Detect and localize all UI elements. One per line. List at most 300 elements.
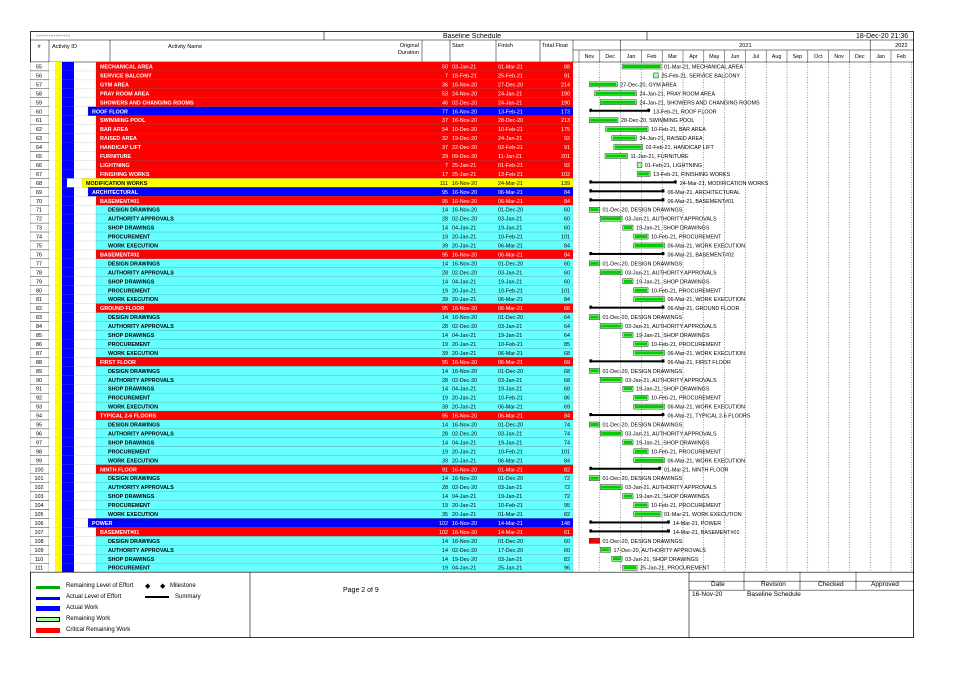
activity-total-float: 68 <box>564 350 570 357</box>
row-number: 107 <box>34 529 44 536</box>
activity-start: 20-Jan-21 <box>452 297 477 304</box>
timeline-month: Oct <box>814 54 823 60</box>
wbs-band-yellow <box>55 366 62 375</box>
activity-total-float: 91 <box>564 73 570 80</box>
activity-total-float: 82 <box>564 467 570 474</box>
bar-label: 01-Mar-21, WORK EXECUTION <box>664 512 742 518</box>
activity-start: 20-Jan-21 <box>452 243 477 250</box>
row-number: 71 <box>36 207 42 214</box>
activity-bar-progress <box>601 101 635 104</box>
row-number: 79 <box>36 279 42 286</box>
activity-name: MODIFICATION WORKS <box>86 180 148 187</box>
wbs-band-blue-2 <box>67 348 74 357</box>
activity-name: DESIGN DRAWINGS <box>108 207 160 214</box>
wbs-band-yellow <box>55 241 62 250</box>
activity-duration: 19 <box>442 449 448 456</box>
activity-finish: 06-Mar-21 <box>498 198 523 205</box>
activity-start: 20-Jan-21 <box>452 350 477 357</box>
activity-start: 16-Nov-20 <box>452 252 478 259</box>
legend-remaining-work: Remaining Work <box>66 616 111 622</box>
activity-total-float: 92 <box>564 136 570 143</box>
activity-bar-progress <box>635 459 664 462</box>
activity-name: SHOP DRAWINGS <box>108 333 155 339</box>
activity-name: SHOWERS AND CHANGING ROOMS <box>100 100 194 107</box>
activity-duration: 19 <box>442 503 448 510</box>
activity-duration: 14 <box>442 547 448 554</box>
activity-name: BASEMENT#01 <box>100 198 140 205</box>
activity-name: AUTHORITY APPROVALS <box>108 485 174 492</box>
milestone-icon: ◆ <box>160 583 166 590</box>
activity-total-float: 60 <box>564 538 570 545</box>
activity-total-float: 201 <box>561 154 570 160</box>
activity-finish: 03-Jan-21 <box>498 556 523 563</box>
wbs-band <box>49 420 55 429</box>
activity-bar-progress <box>590 208 598 211</box>
activity-finish: 13-Feb-21 <box>498 109 523 116</box>
activity-name: SERVICE BALCONY <box>100 73 152 80</box>
wbs-band <box>49 429 55 438</box>
timeline-month: Nov <box>584 54 595 60</box>
row-number: 96 <box>36 431 42 438</box>
wbs-band <box>49 501 55 510</box>
row-number: 76 <box>36 252 42 259</box>
activity-finish: 01-Feb-21 <box>498 162 523 169</box>
activity-duration: 28 <box>442 485 448 492</box>
activity-duration: 39 <box>442 243 448 250</box>
activity-bar-progress <box>601 548 609 551</box>
milestone-icon: ◆ <box>145 583 151 590</box>
wbs-band-blue-2 <box>67 501 74 510</box>
wbs-band <box>49 169 55 178</box>
wbs-band-blue <box>62 348 67 357</box>
activity-name: WORK EXECUTION <box>108 458 159 465</box>
wbs-band-blue <box>62 295 67 304</box>
activity-name: DESIGN DRAWINGS <box>108 368 160 375</box>
wbs-band-blue-2 <box>67 62 74 71</box>
row-number: 73 <box>36 225 42 232</box>
row-number: 100 <box>34 467 44 474</box>
activity-start: 04-Jan-21 <box>452 440 477 447</box>
wbs-band <box>49 563 55 572</box>
activity-duration: 39 <box>442 297 448 304</box>
activity-duration: 95 <box>442 198 448 205</box>
activity-start: 16-Nov-20 <box>452 315 478 322</box>
bar-label: 17-Dec-20, AUTHORITY APPROVALS <box>613 547 706 554</box>
wbs-band-blue <box>62 545 67 554</box>
activity-start: 16-Nov-20 <box>452 368 478 375</box>
activity-name: PROCUREMENT <box>108 288 151 295</box>
wbs-band-blue-2 <box>67 286 74 295</box>
wbs-band <box>49 304 55 313</box>
activity-bar-progress <box>635 298 664 301</box>
activity-finish: 27-Dec-20 <box>498 82 524 89</box>
wbs-band-blue <box>62 420 67 429</box>
bar-label: 06-Mar-21, GROUND FLOOR <box>667 306 740 313</box>
activity-finish: 19-Jan-21 <box>498 279 523 286</box>
activity-bar-progress <box>624 495 632 498</box>
footer-revision-header: Revision <box>761 581 786 588</box>
activity-start: 16-Nov-20 <box>452 180 478 187</box>
activity-finish: 19-Jan-21 <box>498 225 523 232</box>
activity-name: LIGHTNING <box>100 162 130 169</box>
activity-start: 20-Jan-21 <box>452 288 477 295</box>
activity-finish: 01-Mar-21 <box>498 64 523 71</box>
activity-duration: 32 <box>442 136 448 143</box>
activity-total-float: 88 <box>564 64 570 71</box>
bar-label: 10-Feb-21, PROCUREMENT <box>651 449 722 456</box>
bar-label: 24-Jan-21, RAISED AREA <box>639 136 703 143</box>
activity-finish: 06-Mar-21 <box>498 306 523 313</box>
wbs-band <box>49 98 55 107</box>
bar-label: 10-Feb-21, PROCUREMENT <box>651 395 722 402</box>
activity-total-float: 72 <box>564 476 570 483</box>
wbs-band <box>49 295 55 304</box>
wbs-band <box>49 339 55 348</box>
activity-start: 16-Nov-20 <box>452 82 478 89</box>
activity-start: 16-Nov-20 <box>452 207 478 214</box>
wbs-band <box>49 492 55 501</box>
summary-bar <box>589 181 677 183</box>
row-number: 104 <box>34 503 44 510</box>
activity-finish: 03-Jan-21 <box>498 431 523 438</box>
wbs-band-blue <box>62 205 67 214</box>
activity-bar-progress <box>590 423 598 426</box>
timeline-month: Dec <box>855 54 865 60</box>
wbs-band-blue-2 <box>67 357 74 366</box>
activity-finish: 06-Mar-21 <box>498 189 523 196</box>
activity-total-float: 84 <box>564 252 570 259</box>
row-number: 102 <box>34 485 44 492</box>
summary-bar <box>589 360 664 362</box>
activity-bar-progress <box>624 226 632 229</box>
wbs-band-blue-2 <box>67 366 74 375</box>
activity-name: SHOP DRAWINGS <box>108 279 155 286</box>
wbs-band-blue-2 <box>67 98 74 107</box>
wbs-band <box>49 152 55 161</box>
legend-swatch-actual-loe <box>36 597 60 600</box>
activity-total-float: 74 <box>564 422 570 429</box>
row-number: 82 <box>36 306 42 313</box>
timeline-month: Aug <box>771 54 782 60</box>
wbs-band-blue-2 <box>67 295 74 304</box>
wbs-band-blue-2 <box>67 152 74 161</box>
activity-start: 22-Dec-20 <box>452 145 478 152</box>
wbs-band-yellow <box>55 152 62 161</box>
wbs-band-blue-2 <box>67 411 74 420</box>
activity-name: DESIGN DRAWINGS <box>108 476 160 483</box>
activity-bar-progress <box>596 92 636 95</box>
wbs-band-blue-2 <box>67 160 74 169</box>
activity-start: 16-Nov-20 <box>452 476 478 483</box>
activity-start: 20-Jan-21 <box>452 234 477 241</box>
timeline-month: Dec <box>605 54 615 60</box>
wbs-band-blue-2 <box>67 518 74 527</box>
wbs-band <box>49 134 55 143</box>
col-header-start: Start <box>452 43 464 49</box>
wbs-band-yellow <box>55 518 62 527</box>
wbs-band-yellow <box>55 545 62 554</box>
bar-label: 01-Dec-20, DESIGN DRAWINGS <box>602 315 683 322</box>
activity-bar-progress <box>601 378 621 381</box>
wbs-band-yellow <box>55 339 62 348</box>
col-header-activity-name: Activity Name <box>168 44 203 50</box>
row-number: 91 <box>36 386 42 393</box>
bar-label: 06-Mar-21, BASEMENT#01 <box>667 198 734 205</box>
wbs-band <box>49 116 55 125</box>
timeline-year-2022: 2022 <box>895 43 908 49</box>
activity-bar-progress <box>606 155 627 158</box>
wbs-band-yellow <box>55 411 62 420</box>
activity-finish: 10-Feb-21 <box>498 341 523 348</box>
wbs-band-yellow <box>55 402 62 411</box>
wbs-band-yellow <box>55 286 62 295</box>
activity-name: AUTHORITY APPROVALS <box>108 431 174 438</box>
activity-duration: 28 <box>442 270 448 277</box>
wbs-band-yellow <box>55 187 62 196</box>
wbs-band-blue <box>62 322 67 331</box>
col-header-duration: Original <box>399 43 419 49</box>
bar-label: 10-Feb-21, BAR AREA <box>651 127 706 134</box>
activity-total-float: 190 <box>561 91 570 98</box>
activity-finish: 19-Jan-21 <box>498 333 523 339</box>
wbs-band-blue-2 <box>67 89 74 98</box>
wbs-band-yellow <box>55 474 62 483</box>
activity-finish: 17-Dec-20 <box>498 547 524 554</box>
activity-duration: 95 <box>442 252 448 259</box>
wbs-band-blue <box>62 160 67 169</box>
wbs-band <box>49 465 55 474</box>
wbs-band-yellow <box>55 375 62 384</box>
activity-finish: 01-Dec-20 <box>498 368 524 375</box>
bar-label: 25-Jan-21, PROCUREMENT <box>640 565 710 572</box>
bar-label: 11-Jan-21, FURNITURE <box>630 154 689 160</box>
row-number: 93 <box>36 404 42 411</box>
wbs-band-blue <box>62 62 67 71</box>
activity-finish: 02-Feb-21 <box>498 145 523 152</box>
activity-name: PROCUREMENT <box>108 341 151 348</box>
bar-label: 24-Mar-21, MODIFICATION WORKS <box>679 180 769 187</box>
wbs-band-yellow <box>55 348 62 357</box>
legend-milestone: Milestone <box>170 583 196 589</box>
row-number: 56 <box>36 73 42 80</box>
activity-start: 20-Jan-21 <box>452 449 477 456</box>
wbs-band <box>49 527 55 536</box>
bar-label: 19-Jan-21, SHOP DRAWINGS <box>636 494 710 501</box>
activity-bar-progress <box>590 262 598 265</box>
activity-total-float: 96 <box>564 565 570 572</box>
activity-start: 20-Jan-21 <box>452 503 477 510</box>
activity-start: 02-Dec-20 <box>452 377 478 384</box>
wbs-band <box>49 80 55 89</box>
activity-finish: 10-Feb-21 <box>498 503 523 510</box>
wbs-band-blue <box>62 187 67 196</box>
activity-bar <box>589 538 599 543</box>
wbs-band-blue <box>62 402 67 411</box>
activity-total-float: 64 <box>564 324 570 331</box>
activity-bar-progress <box>624 566 636 569</box>
activity-duration: 14 <box>442 333 448 339</box>
wbs-band <box>49 107 55 116</box>
activity-duration: 14 <box>442 207 448 214</box>
row-number: 61 <box>36 118 42 125</box>
activity-duration: 14 <box>442 386 448 393</box>
row-number: 86 <box>36 341 42 348</box>
activity-start: 04-Jan-21 <box>452 333 477 339</box>
bar-label: 10-Feb-21, PROCUREMENT <box>651 288 722 295</box>
wbs-band-blue <box>62 456 67 465</box>
wbs-band <box>49 178 55 187</box>
wbs-band-blue <box>62 143 67 152</box>
bar-label: 01-Dec-20, DESIGN DRAWINGS <box>602 538 683 545</box>
wbs-band-yellow <box>55 214 62 223</box>
activity-name: WORK EXECUTION <box>108 404 159 411</box>
wbs-band-yellow <box>55 250 62 259</box>
wbs-band <box>49 241 55 250</box>
activity-bar-progress <box>635 244 664 247</box>
activity-name: WORK EXECUTION <box>108 350 159 357</box>
wbs-band-blue-2 <box>67 429 74 438</box>
activity-total-float: 74 <box>564 431 570 438</box>
activity-start: 02-Dec-20 <box>452 324 478 331</box>
timeline-month: Mar <box>667 54 678 60</box>
wbs-band-blue-2 <box>67 492 74 501</box>
wbs-band-yellow <box>55 107 62 116</box>
wbs-band-yellow <box>55 322 62 331</box>
wbs-band-yellow <box>55 98 62 107</box>
legend-remaining-loe: Remaining Level of Effort <box>66 583 134 589</box>
activity-name: WORK EXECUTION <box>108 243 159 250</box>
activity-finish: 03-Jan-21 <box>498 324 523 331</box>
wbs-band-blue-2 <box>67 527 74 536</box>
activity-total-float: 64 <box>564 333 570 339</box>
activity-finish: 06-Mar-21 <box>498 413 523 420</box>
activity-total-float: 68 <box>564 377 570 384</box>
activity-duration: 14 <box>442 556 448 563</box>
activity-duration: 95 <box>442 189 448 196</box>
activity-duration: 14 <box>442 440 448 447</box>
activity-finish: 19-Jan-21 <box>498 386 523 393</box>
row-number: 111 <box>34 565 44 572</box>
timeline-month: Jul <box>752 54 760 60</box>
activity-name: PROCUREMENT <box>108 395 151 402</box>
wbs-band-yellow <box>55 384 62 393</box>
footer-date-header: Date <box>711 581 725 588</box>
activity-finish: 01-Dec-20 <box>498 261 524 268</box>
activity-finish: 01-Mar-21 <box>498 467 523 474</box>
activity-name: DESIGN DRAWINGS <box>108 422 160 429</box>
wbs-band <box>49 205 55 214</box>
wbs-band-yellow <box>55 169 62 178</box>
bar-label: 19-Jan-21, SHOP DRAWINGS <box>636 386 710 393</box>
wbs-band-blue-2 <box>67 71 74 80</box>
wbs-band-blue-2 <box>67 554 74 563</box>
activity-bar-progress <box>635 405 664 408</box>
activity-start: 19-Dec-20 <box>452 556 478 563</box>
bar-label: 02-Feb-21, HANDICAP LIFT <box>645 145 714 152</box>
activity-total-float: 64 <box>564 315 570 322</box>
activity-duration: 19 <box>442 395 448 402</box>
activity-duration: 39 <box>442 350 448 357</box>
wbs-band-blue <box>62 501 67 510</box>
wbs-band-yellow <box>55 232 62 241</box>
activity-duration: 14 <box>442 494 448 501</box>
row-number: 80 <box>36 288 42 295</box>
activity-name: WORK EXECUTION <box>108 512 159 518</box>
wbs-band-blue <box>62 214 67 223</box>
wbs-band <box>49 518 55 527</box>
activity-total-float: 175 <box>561 127 570 134</box>
activity-finish: 19-Jan-21 <box>498 494 523 501</box>
wbs-band-yellow <box>55 465 62 474</box>
summary-bar <box>589 468 661 470</box>
activity-name: FINISHING WORKS <box>100 171 150 178</box>
wbs-band-blue-2 <box>67 205 74 214</box>
bar-label: 24-Jan-21, SHOWERS AND CHANGING ROOMS <box>639 100 760 107</box>
activity-name: ARCHITECTURAL <box>92 189 139 196</box>
wbs-band-yellow <box>55 62 62 71</box>
wbs-band-blue-2 <box>67 456 74 465</box>
row-number: 60 <box>36 109 42 116</box>
wbs-band-blue <box>62 232 67 241</box>
wbs-band <box>49 402 55 411</box>
bar-label: 01-Dec-20, DESIGN DRAWINGS <box>602 207 683 214</box>
bar-label: 14-Mar-21, BASEMENT#01 <box>672 529 740 536</box>
wbs-band <box>49 214 55 223</box>
wbs-band-yellow <box>55 160 62 169</box>
wbs-band <box>49 357 55 366</box>
bar-label: 27-Dec-20, GYM AREA <box>620 82 677 89</box>
wbs-band <box>49 277 55 286</box>
activity-bar-progress <box>638 172 649 175</box>
activity-total-float: 84 <box>564 458 570 465</box>
activity-name: BASEMENT#02 <box>100 252 140 259</box>
activity-duration: 14 <box>442 476 448 483</box>
activity-start: 02-Dec-20 <box>452 547 478 554</box>
activity-duration: 19 <box>442 234 448 241</box>
wbs-band-blue <box>62 259 67 268</box>
wbs-band-blue-2 <box>67 384 74 393</box>
wbs-band-yellow <box>55 143 62 152</box>
activity-start: 20-Jan-21 <box>452 395 477 402</box>
summary-bar <box>589 110 650 112</box>
wbs-band-blue <box>62 447 67 456</box>
wbs-band-blue-2 <box>67 375 74 384</box>
activity-duration: 91 <box>442 467 448 474</box>
activity-total-float: 72 <box>564 494 570 501</box>
activity-start: 02-Dec-20 <box>452 431 478 438</box>
wbs-band <box>49 331 55 340</box>
wbs-band-blue-2 <box>67 322 74 331</box>
bar-label: 01-Mar-21, MECHANICAL AREA <box>664 64 743 71</box>
activity-total-float: 214 <box>561 82 570 89</box>
wbs-band <box>49 143 55 152</box>
wbs-band-blue <box>62 250 67 259</box>
activity-finish: 10-Feb-21 <box>498 288 523 295</box>
row-number: 78 <box>36 270 42 277</box>
activity-total-float: 84 <box>564 198 570 205</box>
summary-bar <box>589 253 664 255</box>
activity-start: 25-Jan-21 <box>452 162 477 169</box>
activity-finish: 06-Mar-21 <box>498 243 523 250</box>
activity-finish: 24-Jan-21 <box>498 100 523 107</box>
row-number: 81 <box>36 297 42 304</box>
activity-total-float: 101 <box>561 234 570 241</box>
activity-start: 16-Nov-20 <box>452 261 478 268</box>
bar-label: 01-Mar-21, NINTH FLOOR <box>664 467 729 474</box>
activity-start: 04-Jan-21 <box>452 565 477 572</box>
wbs-band-blue-2 <box>67 545 74 554</box>
wbs-band <box>49 554 55 563</box>
